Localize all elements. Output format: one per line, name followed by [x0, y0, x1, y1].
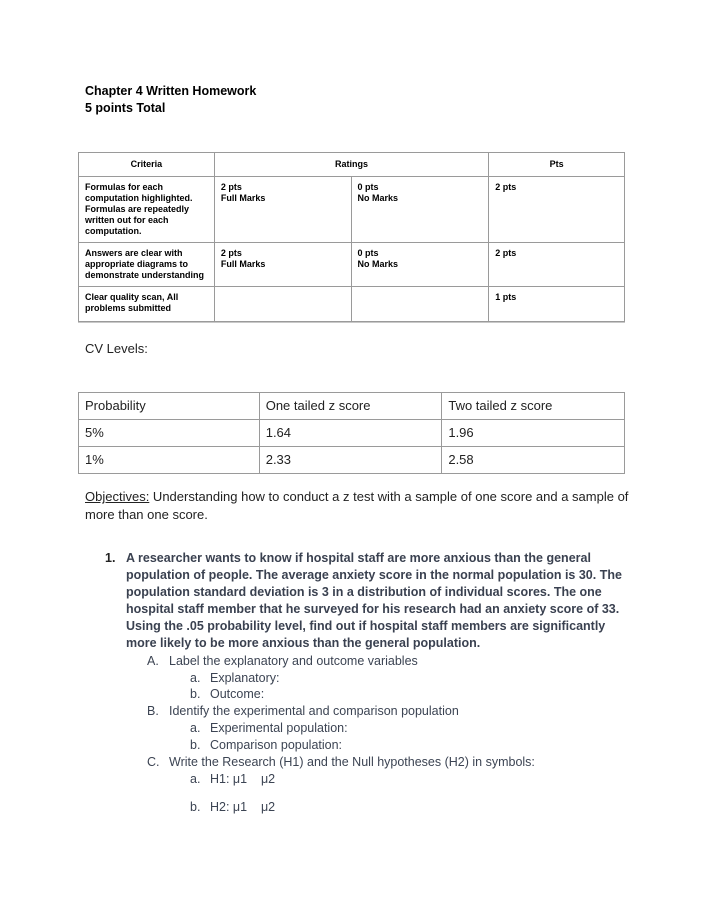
list-item — [190, 799, 275, 815]
part-text: Label the explanatory and outcome variables — [169, 654, 418, 668]
item-text: Outcome: — [210, 687, 265, 701]
item-marker: a. — [190, 671, 201, 685]
cv-cell: 2.58 — [442, 447, 625, 474]
part-b — [147, 703, 459, 719]
rubric-criteria-header: Criteria — [79, 153, 215, 177]
part-text: Write the Research (H1) and the Null hypotheses (H2) in symbols: — [169, 755, 535, 769]
rating-points: 0 pts — [357, 248, 379, 258]
table-row — [79, 243, 625, 287]
part-c — [147, 754, 535, 770]
item-text: Comparison population: — [210, 738, 343, 752]
item-marker: b. — [190, 687, 201, 701]
rating-label: Full Marks — [220, 193, 266, 203]
rubric-criteria-cell: Formulas for each computation highlighted. Formulas are repeatedly written out for each computation. — [79, 177, 215, 243]
rubric-criteria-cell: Answers are clear with appropriate diagrams to demonstrate understanding — [79, 243, 215, 287]
rubric-ratings-header: Ratings — [214, 153, 488, 177]
item-text: Experimental population: — [210, 721, 348, 735]
part-marker: A. — [147, 654, 159, 668]
list-item — [190, 737, 342, 753]
rating-label: Full Marks — [220, 259, 266, 269]
rubric-rating-cell-empty — [214, 287, 351, 322]
rubric-table — [78, 152, 625, 322]
item-marker: a. — [190, 772, 201, 786]
rating-points: 2 pts — [220, 248, 242, 258]
points-total: 5 points Total — [85, 101, 166, 115]
cv-header-cell: Probability — [79, 393, 260, 420]
rubric-rating-cell — [351, 243, 489, 287]
rubric-criteria-cell: Clear quality scan, All problems submitted — [79, 287, 215, 322]
item-marker: b. — [190, 800, 201, 814]
cv-header-cell: One tailed z score — [259, 393, 442, 420]
question-1 — [105, 550, 625, 652]
rubric-rating-cell — [351, 177, 489, 243]
cv-levels-table — [78, 392, 625, 474]
rubric-header-row — [79, 153, 625, 177]
part-text: Identify the experimental and comparison population — [169, 704, 459, 718]
rubric-rating-cell — [214, 243, 351, 287]
item-marker: a. — [190, 721, 201, 735]
hypothesis-h1: H1: μ1 μ2 — [210, 772, 276, 786]
rating-points: 2 pts — [220, 182, 242, 192]
cv-cell: 1.64 — [259, 420, 442, 447]
cv-header-cell: Two tailed z score — [442, 393, 625, 420]
rubric-pts-cell: 2 pts — [489, 177, 625, 243]
cv-levels-label: CV Levels: — [85, 341, 148, 356]
cv-cell: 5% — [79, 420, 260, 447]
objectives-text: Understanding how to conduct a z test with a sample of one score and a sample of more than one score. — [85, 489, 629, 522]
rating-label: No Marks — [357, 193, 399, 203]
document-title-block — [85, 83, 256, 117]
item-marker: b. — [190, 738, 201, 752]
cv-cell: 1% — [79, 447, 260, 474]
table-row — [79, 393, 625, 420]
page-title: Chapter 4 Written Homework — [85, 84, 257, 98]
rubric-pts-header: Pts — [489, 153, 625, 177]
table-row — [79, 177, 625, 243]
part-marker: C. — [147, 755, 160, 769]
question-number: 1. — [105, 551, 116, 565]
rubric-rating-cell — [214, 177, 351, 243]
table-row — [79, 420, 625, 447]
question-text: A researcher wants to know if hospital staff are more anxious than the general population of people. The average anxiety score in the normal population is 30. The population standard deviation is 3 in a distribution of individual scores. The one hospital staff member that he surveyed for his research had an anxiety score of 33. Using the .05 probability level, find out if hospital staff members are significantly more likely to be more anxious than the general population. — [126, 551, 622, 650]
table-row — [79, 287, 625, 322]
list-item — [190, 670, 279, 686]
objectives-paragraph — [85, 488, 630, 524]
rubric-pts-cell: 2 pts — [489, 243, 625, 287]
cv-cell: 2.33 — [259, 447, 442, 474]
list-item — [190, 720, 348, 736]
list-item — [190, 686, 264, 702]
table-row — [79, 447, 625, 474]
rubric-rating-cell-empty — [351, 287, 489, 322]
hypothesis-h2: H2: μ1 μ2 — [210, 800, 276, 814]
rating-points: 0 pts — [357, 182, 379, 192]
objectives-label: Objectives: — [85, 489, 150, 504]
part-marker: B. — [147, 704, 159, 718]
list-item — [190, 771, 275, 787]
item-text: Explanatory: — [210, 671, 280, 685]
cv-cell: 1.96 — [442, 420, 625, 447]
part-a — [147, 653, 418, 669]
rubric-pts-cell: 1 pts — [489, 287, 625, 322]
rating-label: No Marks — [357, 259, 399, 269]
